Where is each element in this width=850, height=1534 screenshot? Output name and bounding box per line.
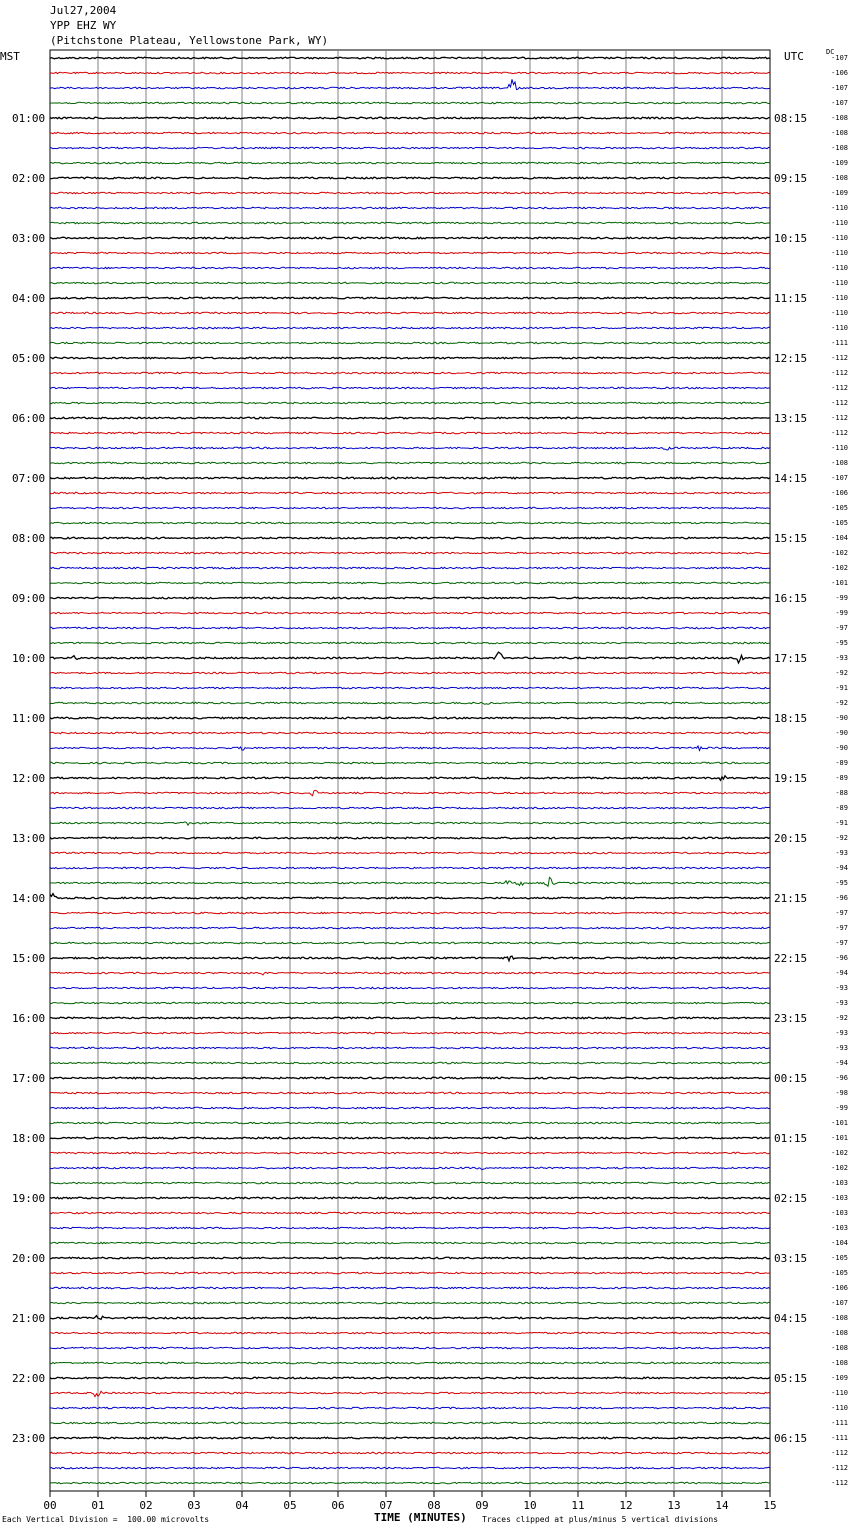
dc-offset-value: -93 — [835, 654, 848, 662]
dc-offset-value: -112 — [831, 399, 848, 407]
dc-offset-value: -110 — [831, 1404, 848, 1412]
seismic-trace — [50, 79, 770, 89]
mst-hour-label: 19:00 — [12, 1192, 46, 1205]
seismic-trace — [50, 402, 770, 404]
seismic-trace — [50, 1197, 770, 1199]
utc-hour-label: 11:15 — [774, 292, 808, 305]
dc-offset-value: -112 — [831, 414, 848, 422]
seismic-trace — [50, 147, 770, 149]
seismic-trace — [50, 222, 770, 224]
mst-hour-label: 09:00 — [12, 592, 46, 605]
dc-offset-value: -94 — [835, 1059, 848, 1067]
utc-hour-label: 00:15 — [774, 1072, 808, 1085]
utc-hour-label: 10:15 — [774, 232, 808, 245]
mst-hour-label: 22:00 — [12, 1372, 46, 1385]
seismic-trace — [50, 776, 770, 781]
seismic-trace — [50, 1242, 770, 1244]
x-tick-label: 08 — [427, 1499, 441, 1512]
seismic-trace — [50, 1391, 770, 1396]
seismic-trace — [50, 237, 770, 239]
mst-hour-label: 01:00 — [12, 112, 46, 125]
x-tick-label: 01 — [91, 1499, 105, 1512]
dc-offset-value: -110 — [831, 294, 848, 302]
mst-hour-label: 18:00 — [12, 1132, 46, 1145]
dc-offset-value: -108 — [831, 1329, 848, 1337]
chart-date: Jul27,2004 — [50, 4, 117, 17]
mst-hour-label: 11:00 — [12, 712, 46, 725]
seismic-trace — [50, 1452, 770, 1454]
dc-offset-value: -108 — [831, 174, 848, 182]
right-timezone-label: UTC — [784, 50, 804, 63]
utc-hour-label: 17:15 — [774, 652, 808, 665]
seismic-trace — [50, 1407, 770, 1409]
seismic-trace — [50, 672, 770, 674]
x-tick-label: 13 — [667, 1499, 681, 1512]
dc-offset-value: -92 — [835, 1014, 848, 1022]
dc-offset-value: -91 — [835, 684, 848, 692]
utc-hour-label: 13:15 — [774, 412, 808, 425]
dc-offset-value: -110 — [831, 324, 848, 332]
seismic-trace — [50, 357, 770, 359]
seismic-trace — [50, 117, 770, 119]
x-tick-label: 09 — [475, 1499, 489, 1512]
seismic-trace — [50, 1272, 770, 1274]
mst-hour-label: 08:00 — [12, 532, 46, 545]
seismic-trace — [50, 627, 770, 629]
utc-hour-label: 23:15 — [774, 1012, 808, 1025]
seismic-trace — [50, 1377, 770, 1379]
seismic-trace — [50, 282, 770, 284]
dc-offset-value: -112 — [831, 1479, 848, 1487]
utc-hour-label: 21:15 — [774, 892, 808, 905]
dc-offset-value: -93 — [835, 849, 848, 857]
seismic-trace — [50, 522, 770, 524]
seismic-trace — [50, 1302, 770, 1304]
seismic-trace — [50, 717, 770, 719]
seismic-trace — [50, 1017, 770, 1019]
dc-offset-value: -107 — [831, 54, 848, 62]
seismic-trace — [50, 1032, 770, 1034]
seismic-trace — [50, 877, 770, 886]
seismic-trace — [50, 1152, 770, 1154]
dc-offset-value: -97 — [835, 624, 848, 632]
x-tick-label: 15 — [763, 1499, 777, 1512]
dc-offset-value: -112 — [831, 1449, 848, 1457]
dc-offset-value: -96 — [835, 954, 848, 962]
seismic-trace — [50, 852, 770, 854]
dc-offset-value: -103 — [831, 1179, 848, 1187]
dc-offset-value: -102 — [831, 549, 848, 557]
seismic-trace — [50, 387, 770, 389]
seismic-trace — [50, 162, 770, 164]
dc-offset-value: -108 — [831, 129, 848, 137]
seismic-trace — [50, 1167, 770, 1170]
seismic-trace — [50, 57, 770, 59]
dc-offset-value: -106 — [831, 1284, 848, 1292]
mst-hour-label: 20:00 — [12, 1252, 46, 1265]
dc-offset-value: -89 — [835, 759, 848, 767]
dc-offset-value: -97 — [835, 924, 848, 932]
utc-hour-label: 15:15 — [774, 532, 808, 545]
dc-offset-value: -110 — [831, 219, 848, 227]
utc-hour-label: 12:15 — [774, 352, 808, 365]
seismic-trace — [50, 582, 770, 584]
mst-hour-label: 14:00 — [12, 892, 46, 905]
utc-hour-label: 14:15 — [774, 472, 808, 485]
seismic-trace — [50, 177, 770, 179]
seismic-trace — [50, 507, 770, 509]
seismic-trace — [50, 1362, 770, 1364]
seismic-trace — [50, 702, 770, 704]
dc-offset-value: -112 — [831, 1464, 848, 1472]
dc-offset-value: -94 — [835, 864, 848, 872]
seismic-trace — [50, 1437, 770, 1439]
mst-hour-label: 23:00 — [12, 1432, 46, 1445]
seismic-trace — [50, 1137, 770, 1139]
seismic-trace — [50, 1227, 770, 1229]
x-tick-label: 00 — [43, 1499, 57, 1512]
dc-offset-value: -104 — [831, 1239, 848, 1247]
dc-offset-value: -101 — [831, 1119, 848, 1127]
utc-hour-label: 01:15 — [774, 1132, 808, 1145]
dc-offset-value: -108 — [831, 1359, 848, 1367]
seismic-trace — [50, 477, 770, 479]
dc-offset-value: -96 — [835, 894, 848, 902]
dc-offset-value: -92 — [835, 669, 848, 677]
dc-offset-value: -102 — [831, 1149, 848, 1157]
utc-hour-label: 16:15 — [774, 592, 808, 605]
dc-offset-value: -106 — [831, 69, 848, 77]
seismic-trace — [50, 312, 770, 314]
seismic-trace — [50, 1002, 770, 1004]
dc-offset-value: -101 — [831, 579, 848, 587]
seismic-trace — [50, 132, 770, 134]
dc-offset-value: -90 — [835, 714, 848, 722]
utc-hour-label: 22:15 — [774, 952, 808, 965]
x-tick-label: 02 — [139, 1499, 153, 1512]
dc-offset-value: -92 — [835, 834, 848, 842]
dc-offset-value: -103 — [831, 1224, 848, 1232]
seismic-trace — [50, 267, 770, 269]
mst-hour-label: 04:00 — [12, 292, 46, 305]
mst-hour-label: 17:00 — [12, 1072, 46, 1085]
seismic-trace — [50, 1077, 770, 1079]
seismic-trace — [50, 1422, 770, 1424]
seismic-trace — [50, 807, 770, 809]
dc-offset-value: -107 — [831, 474, 848, 482]
utc-hour-label: 06:15 — [774, 1432, 808, 1445]
seismic-trace — [50, 1062, 770, 1064]
mst-hour-label: 02:00 — [12, 172, 46, 185]
dc-offset-value: -108 — [831, 1344, 848, 1352]
dc-offset-value: -104 — [831, 534, 848, 542]
vertical-division-note: Each Vertical Division = 100.00 microvolts — [2, 1515, 210, 1524]
utc-hour-label: 20:15 — [774, 832, 808, 845]
dc-offset-value: -110 — [831, 309, 848, 317]
seismic-trace — [50, 1257, 770, 1259]
dc-offset-value: -106 — [831, 489, 848, 497]
x-tick-label: 14 — [715, 1499, 729, 1512]
utc-hour-label: 09:15 — [774, 172, 808, 185]
seismic-trace — [50, 956, 770, 961]
dc-offset-value: -93 — [835, 1029, 848, 1037]
seismic-trace — [50, 192, 770, 194]
dc-offset-value: -94 — [835, 969, 848, 977]
seismic-trace — [50, 492, 770, 494]
dc-offset-value: -108 — [831, 1314, 848, 1322]
dc-offset-value: -108 — [831, 144, 848, 152]
mst-hour-label: 03:00 — [12, 232, 46, 245]
dc-offset-value: -99 — [835, 594, 848, 602]
dc-offset-value: -110 — [831, 279, 848, 287]
seismic-trace — [50, 1316, 770, 1320]
seismic-trace — [50, 537, 770, 539]
dc-offset-value: -93 — [835, 984, 848, 992]
seismic-trace — [50, 1212, 770, 1214]
dc-offset-value: -97 — [835, 939, 848, 947]
dc-offset-value: -95 — [835, 639, 848, 647]
seismic-trace — [50, 342, 770, 344]
seismic-trace — [50, 432, 770, 434]
dc-offset-value: -95 — [835, 879, 848, 887]
seismic-trace — [50, 822, 770, 825]
mst-hour-label: 10:00 — [12, 652, 46, 665]
dc-offset-value: -111 — [831, 339, 848, 347]
dc-offset-value: -88 — [835, 789, 848, 797]
dc-offset-value: -97 — [835, 909, 848, 917]
seismic-trace — [50, 762, 770, 764]
dc-offset-value: -110 — [831, 1389, 848, 1397]
dc-offset-value: -99 — [835, 1104, 848, 1112]
seismic-trace — [50, 612, 770, 614]
utc-hour-label: 04:15 — [774, 1312, 808, 1325]
dc-offset-value: -90 — [835, 729, 848, 737]
mst-hour-label: 21:00 — [12, 1312, 46, 1325]
seismic-trace — [50, 1332, 770, 1334]
dc-offset-value: -101 — [831, 1134, 848, 1142]
seismic-trace — [50, 942, 770, 944]
seismic-trace — [50, 912, 770, 914]
seismic-trace — [50, 1107, 770, 1109]
seismic-trace — [50, 372, 770, 374]
dc-offset-value: -98 — [835, 1089, 848, 1097]
seismic-trace — [50, 1347, 770, 1349]
dc-offset-value: -110 — [831, 249, 848, 257]
dc-offset-value: -105 — [831, 1269, 848, 1277]
mst-hour-label: 05:00 — [12, 352, 46, 365]
seismic-trace — [50, 1047, 770, 1049]
dc-offset-value: -92 — [835, 699, 848, 707]
station-location: (Pitchstone Plateau, Yellowstone Park, WY) — [50, 34, 329, 47]
dc-offset-value: -109 — [831, 1374, 848, 1382]
seismic-trace — [50, 987, 770, 989]
utc-hour-label: 02:15 — [774, 1192, 808, 1205]
dc-offset-value: -111 — [831, 1419, 848, 1427]
seismic-trace — [50, 207, 770, 209]
dc-offset-value: -110 — [831, 234, 848, 242]
seismic-trace — [50, 72, 770, 74]
dc-offset-value: -102 — [831, 1164, 848, 1172]
dc-offset-value: -110 — [831, 264, 848, 272]
seismic-trace — [50, 567, 770, 569]
seismic-trace — [50, 687, 770, 689]
utc-hour-label: 18:15 — [774, 712, 808, 725]
x-tick-label: 06 — [331, 1499, 345, 1512]
x-tick-label: 05 — [283, 1499, 297, 1512]
seismic-trace — [50, 1122, 770, 1124]
dc-offset-value: -93 — [835, 999, 848, 1007]
seismic-trace — [50, 972, 770, 975]
dc-offset-value: -105 — [831, 519, 848, 527]
seismic-trace — [50, 252, 770, 254]
dc-offset-value: -112 — [831, 429, 848, 437]
x-tick-label: 07 — [379, 1499, 393, 1512]
station-code: YPP EHZ WY — [50, 19, 117, 32]
dc-offset-value: -107 — [831, 84, 848, 92]
mst-hour-label: 15:00 — [12, 952, 46, 965]
seismic-trace — [50, 867, 770, 869]
seismic-trace — [50, 597, 770, 599]
x-tick-label: 10 — [523, 1499, 537, 1512]
seismic-trace — [50, 927, 770, 929]
dc-offset-value: -93 — [835, 1044, 848, 1052]
mst-hour-label: 07:00 — [12, 472, 46, 485]
dc-offset-value: -107 — [831, 99, 848, 107]
seismic-trace — [50, 462, 770, 464]
seismic-trace — [50, 417, 770, 419]
dc-offset-value: -96 — [835, 1074, 848, 1082]
seismic-trace — [50, 102, 770, 104]
x-tick-label: 11 — [571, 1499, 585, 1512]
x-axis-title: TIME (MINUTES) — [374, 1511, 467, 1524]
seismic-trace — [50, 552, 770, 554]
dc-offset-value: -103 — [831, 1194, 848, 1202]
dc-offset-value: -105 — [831, 1254, 848, 1262]
dc-offset-value: -105 — [831, 504, 848, 512]
seismic-trace — [50, 732, 770, 734]
mst-hour-label: 13:00 — [12, 832, 46, 845]
dc-offset-value: -89 — [835, 804, 848, 812]
left-timezone-label: MST — [0, 50, 20, 63]
x-tick-label: 04 — [235, 1499, 249, 1512]
seismic-trace — [50, 1182, 770, 1184]
seismic-trace — [50, 837, 770, 839]
clipping-note: Traces clipped at plus/minus 5 vertical divisions — [482, 1515, 719, 1524]
dc-offset-value: -107 — [831, 1299, 848, 1307]
utc-hour-label: 05:15 — [774, 1372, 808, 1385]
seismic-trace — [50, 1287, 770, 1289]
dc-offset-value: -91 — [835, 819, 848, 827]
seismic-trace — [50, 1467, 770, 1469]
dc-offset-value: -112 — [831, 369, 848, 377]
dc-offset-label: DC — [826, 48, 835, 56]
seismic-trace — [50, 652, 770, 663]
utc-hour-label: 03:15 — [774, 1252, 808, 1265]
dc-offset-value: -112 — [831, 354, 848, 362]
seismic-trace — [50, 1482, 770, 1484]
dc-offset-value: -112 — [831, 384, 848, 392]
seismic-trace — [50, 790, 770, 795]
mst-hour-label: 12:00 — [12, 772, 46, 785]
dc-offset-value: -103 — [831, 1209, 848, 1217]
seismic-trace — [50, 642, 770, 644]
seismic-trace — [50, 327, 770, 329]
mst-hour-label: 16:00 — [12, 1012, 46, 1025]
dc-offset-value: -111 — [831, 1434, 848, 1442]
mst-hour-label: 06:00 — [12, 412, 46, 425]
x-tick-label: 12 — [619, 1499, 633, 1512]
seismic-trace — [50, 297, 770, 299]
seismic-trace — [50, 894, 770, 899]
dc-offset-value: -108 — [831, 114, 848, 122]
dc-offset-value: -108 — [831, 459, 848, 467]
dc-offset-value: -102 — [831, 564, 848, 572]
dc-offset-value: -109 — [831, 189, 848, 197]
dc-offset-value: -90 — [835, 744, 848, 752]
x-tick-label: 03 — [187, 1499, 201, 1512]
utc-hour-label: 08:15 — [774, 112, 808, 125]
utc-hour-label: 19:15 — [774, 772, 808, 785]
dc-offset-value: -99 — [835, 609, 848, 617]
dc-offset-value: -110 — [831, 444, 848, 452]
dc-offset-value: -109 — [831, 159, 848, 167]
seismic-trace — [50, 746, 770, 750]
seismic-trace — [50, 447, 770, 450]
dc-offset-value: -110 — [831, 204, 848, 212]
dc-offset-value: -89 — [835, 774, 848, 782]
plot-frame — [50, 50, 770, 1491]
seismic-trace — [50, 1092, 770, 1094]
